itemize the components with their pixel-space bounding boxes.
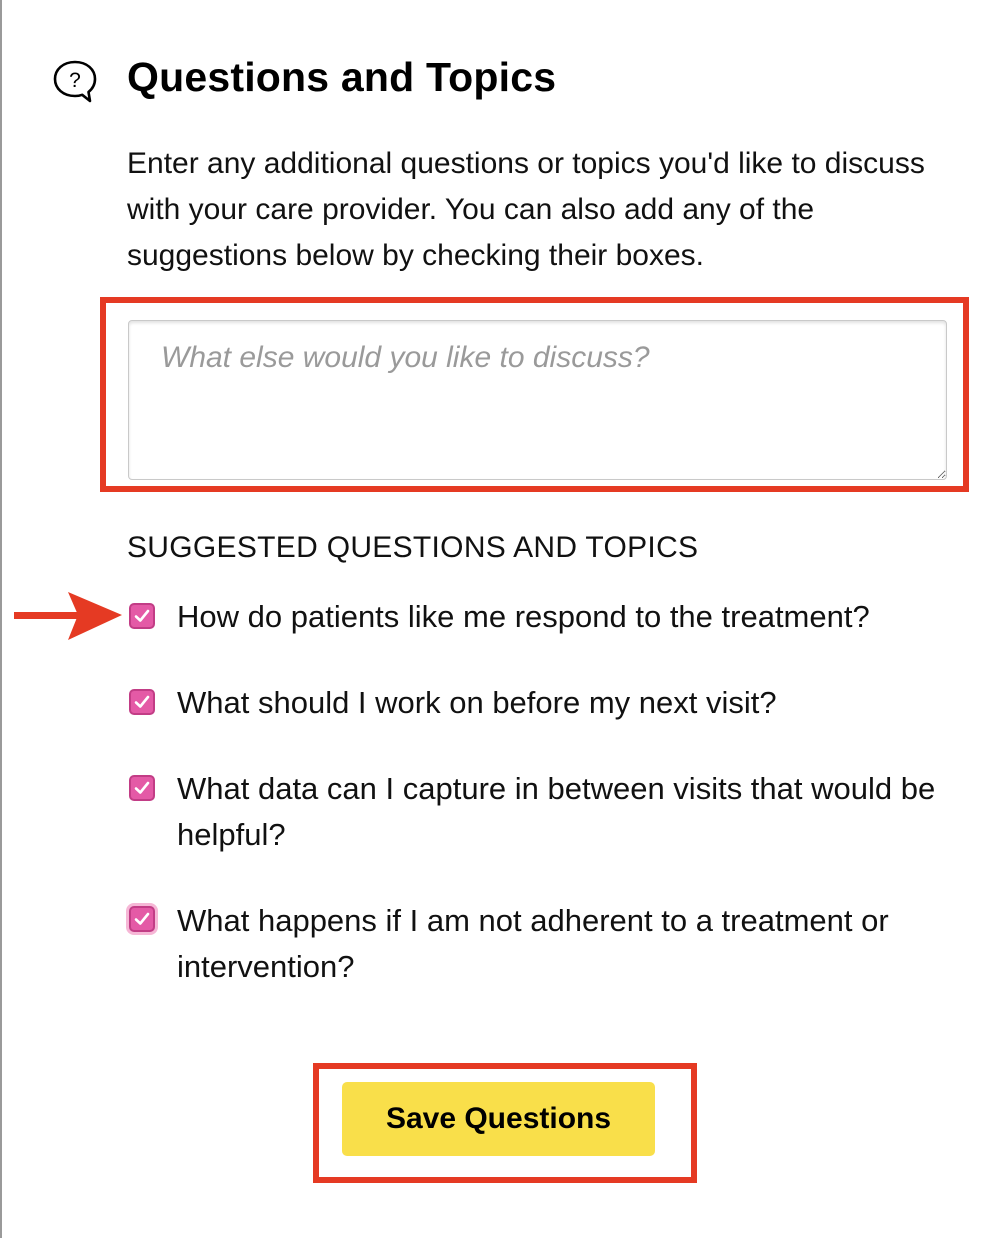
suggestion-checkbox-4[interactable] bbox=[129, 906, 155, 932]
checkmark-icon bbox=[132, 692, 152, 712]
svg-text:?: ? bbox=[69, 69, 81, 92]
suggestion-label-4[interactable]: What happens if I am not adherent to a treatment or intervention? bbox=[177, 903, 889, 984]
page-title: Questions and Topics bbox=[127, 54, 557, 100]
page-left-border bbox=[0, 0, 2, 1238]
suggestion-checkbox-1[interactable] bbox=[129, 603, 155, 629]
suggestion-label-1[interactable]: How do patients like me respond to the treatment? bbox=[177, 599, 870, 634]
suggestion-label-3[interactable]: What data can I capture in between visits that would be helpful? bbox=[177, 771, 936, 852]
suggestion-checkbox-2[interactable] bbox=[129, 689, 155, 715]
suggestions-heading: SUGGESTED QUESTIONS AND TOPICS bbox=[127, 531, 699, 564]
intro-text: Enter any additional questions or topics you'd like to discuss with your care provider. You can also add any of the suggestions below by checking their boxes. bbox=[127, 147, 925, 272]
red-arrow-right-icon bbox=[14, 590, 124, 642]
question-bubble-icon bbox=[52, 59, 98, 105]
checkmark-icon bbox=[132, 606, 152, 626]
checkmark-icon bbox=[132, 778, 152, 798]
discuss-textarea[interactable] bbox=[128, 320, 947, 480]
checkmark-icon bbox=[132, 909, 152, 929]
save-questions-button[interactable]: Save Questions bbox=[342, 1082, 655, 1156]
suggestion-label-2[interactable]: What should I work on before my next visit? bbox=[177, 685, 777, 720]
suggestion-checkbox-3[interactable] bbox=[129, 775, 155, 801]
